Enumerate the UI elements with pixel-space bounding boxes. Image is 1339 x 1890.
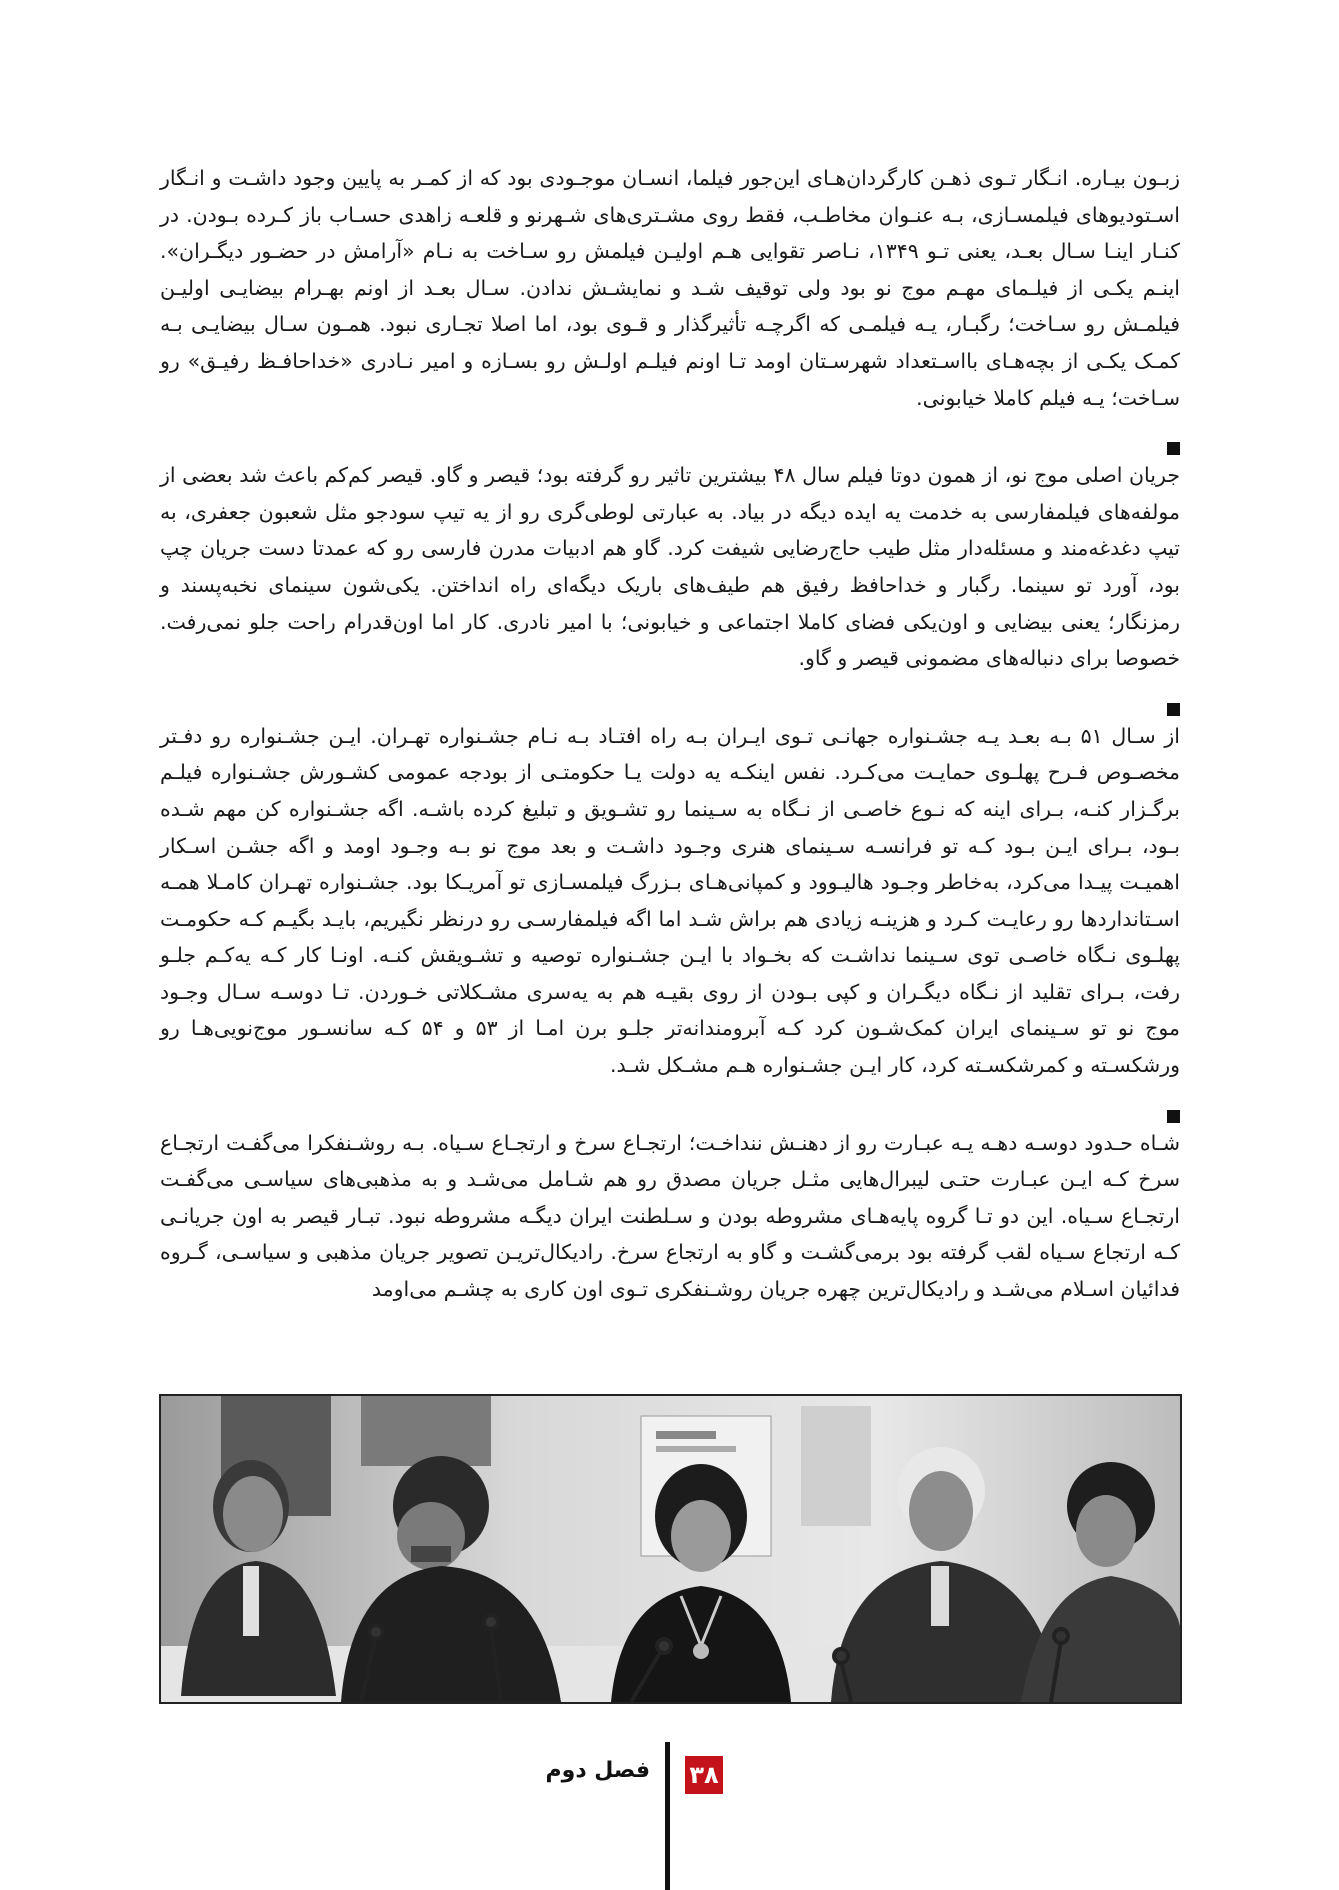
section-marker-icon <box>1167 1110 1180 1123</box>
paragraph-section-4 <box>160 1110 1180 1308</box>
paragraph-section-1 <box>160 160 1180 416</box>
section-marker-icon <box>1167 703 1180 716</box>
article-body <box>160 160 1180 1334</box>
page-number: ۳۸ <box>685 1756 723 1794</box>
paragraph-3: از سـال ۵۱ بـه بعـد یـه جشـنواره جهانـی تـوی ایـران بـه راه افتـاد بـه نـام جشـنواره تهـران. ایـن جشـنواره رو دفـتر مخصـوص فـرح پهلـوی حمایـت می‌کـرد. نفس اینکـه یه دولت یـا حکومتـی از بودجه عمومی کشـورش جشـنواره فیلـم برگـزار کنـه، بـرای اینه که نـوع خاصـی از نـگاه به سـینما رو تشـویق و تبلیغ کرده باشـه. اگه جشـنواره کن مهم شـده بـود، بـرای ایـن بـود کـه تو فرانسـه سـینمای هنری وجـود داشـت و بعد موج نو بـه وجـود اومد و اگه جشـن اسـکار اهمیـت پیـدا می‌کرد، به‌خاطر وجـود هالیـوود و کمپانی‌هـای بـزرگ فیلمسـازی تو آمریـکا بود. جشـنواره تهـران کامـلا همـه اسـتانداردها رو رعایـت کـرد و هزینـه زیادی هم براش شـد اما اگه فیلمفارسـی رو درنظر نگیریم، بایـد بگیـم کـه حکومـت پهلـوی نـگاه خاصـی توی سـینما نداشـت که بخـواد با ایـن جشـنواره توصیه و تشـویقش کنـه. اونـا کار کـه یه‌کـم جلـو رفت، بـرای تقلید از نـگاه دیگـران و کپی بـودن از روی بقیـه هم به یه‌سری مشـکلاتی خـوردن. تـا دوسـه سـال وجـود موج نو تو سـینمای ایران کمک‌شـون کرد کـه آبرومندانه‌تر جلـو برن امـا از ۵۳ و ۵۴ کـه سانسـور موج‌نویی‌هـا رو ورشکسـته و کمرشکسـته کرد، کار ایـن جشـنواره هـم مشـکل شـد. <box>160 723 1181 1078</box>
paragraph-4: شـاه حـدود دوسـه دهـه یـه عبـارت رو از دهنـش ننداخـت؛ ارتجـاع سرخ و ارتجـاع سـیاه. بـه روشـنفکرا می‌گفـت ارتجـاع سرخ کـه ایـن عبـارت حتـی لیبرال‌هایی مثـل جریان مصدق رو هم شـامل می‌شـد و به مذهبی‌های سیاسـی می‌گفـت ارتجـاع سـیاه. این دو تـا گروه پایه‌هـای مشروطه بودن و سـلطنت ایران دیگـه مشروطه نبود. تبـار قیصر به اون جریانـی کـه ارتجاع سـیاه لقب گرفته بود برمی‌گشـت و گاو به ارتجاع سرخ. رادیکال‌تریـن تصویر جریان مذهبی و سیاسـی، گـروه فدائیان اسـلام می‌شـد و رادیکال‌ترین چهره جریان روشـنفکری تـوی اون کاری به چشـم می‌اومد <box>160 1130 1180 1302</box>
photo-illustration <box>161 1396 1180 1702</box>
paragraph-section-3 <box>160 703 1180 1084</box>
chapter-title: فصل دوم <box>545 1758 650 1783</box>
paragraph-section-2 <box>160 442 1180 677</box>
paragraph-1: زبـون بیـاره. انـگار تـوی ذهـن کارگردان‌هـای این‌جور فیلما، انسـان موجـودی بود که از کمـر به پایین وجود داشـت و انـگار اسـتودیوهای فیلمسـازی، بـه عنـوان مخاطـب، فقط روی مشـتری‌های شـهرنو و قلعـه زاهدی حسـاب باز کـرده بـودن. در کنـار اینـا سـال بعـد، یعنی تـو ۱۳۴۹، نـاصر تقوایی هـم اولیـن فیلمش رو سـاخت به نـام «آرامش در حضـور دیگـران». اینـم یکـی از فیلـمای مهـم موج نو بود ولی توقیف شـد و نمایشـش ندادن. سـال بعـد از اونم بهـرام بیضایـی اولیـن فیلمـش رو سـاخت؛ رگبـار، یـه فیلمـی که اگرچـه تأثیرگذار و قـوی بود، اما اصلا تجـاری نبود. همـون سـال بیضایـی بـه کمـک یکـی از بچه‌هـای بااسـتعداد شهرسـتان اومد تـا اونم فیلـم اولـش رو بسـازه و امیر نـادری «خداحافـظ رفیـق» رو سـاخت؛ یـه فیلم کاملا خیابونی. <box>160 166 1180 410</box>
paragraph-2: جریان اصلی موج نو، از همون دوتا فیلم سال ۴۸ بیشترین تاثیر رو گرفته بود؛ قیصر و گاو. قیصر کم‌کم باعث شد بعضی از مولفه‌های فیلمفارسی به خدمت یه ایده دیگه در بیاد. به عبارتی لوطی‌گری رو از یه تیپ سودجو مثل شعبون جعفری، به تیپ دغدغه‌مند و مسئله‌دار مثل طیب حاج‌رضایی شیفت کرد. گاو هم ادبیات مدرن فارسی رو که عمدتا دست جریان چپ بود، آورد تو سینما. رگبار و خداحافظ رفیق هم طیف‌های باریک دیگه‌ای راه انداختن. یکی‌شون سینمای نخبه‌پسند و رمزنگار؛ یعنی بیضایی و اون‌یکی فضای کاملا اجتماعی و خیابونی؛ با امیر نادری. کار اما اون‌قدرام راحت جلو نمی‌رفت. خصوصا برای دنباله‌های مضمونی قیصر و گاو. <box>160 463 1180 671</box>
footer-divider <box>665 1742 670 1890</box>
section-marker-icon <box>1167 442 1180 455</box>
press-conference-photo <box>159 1394 1182 1704</box>
